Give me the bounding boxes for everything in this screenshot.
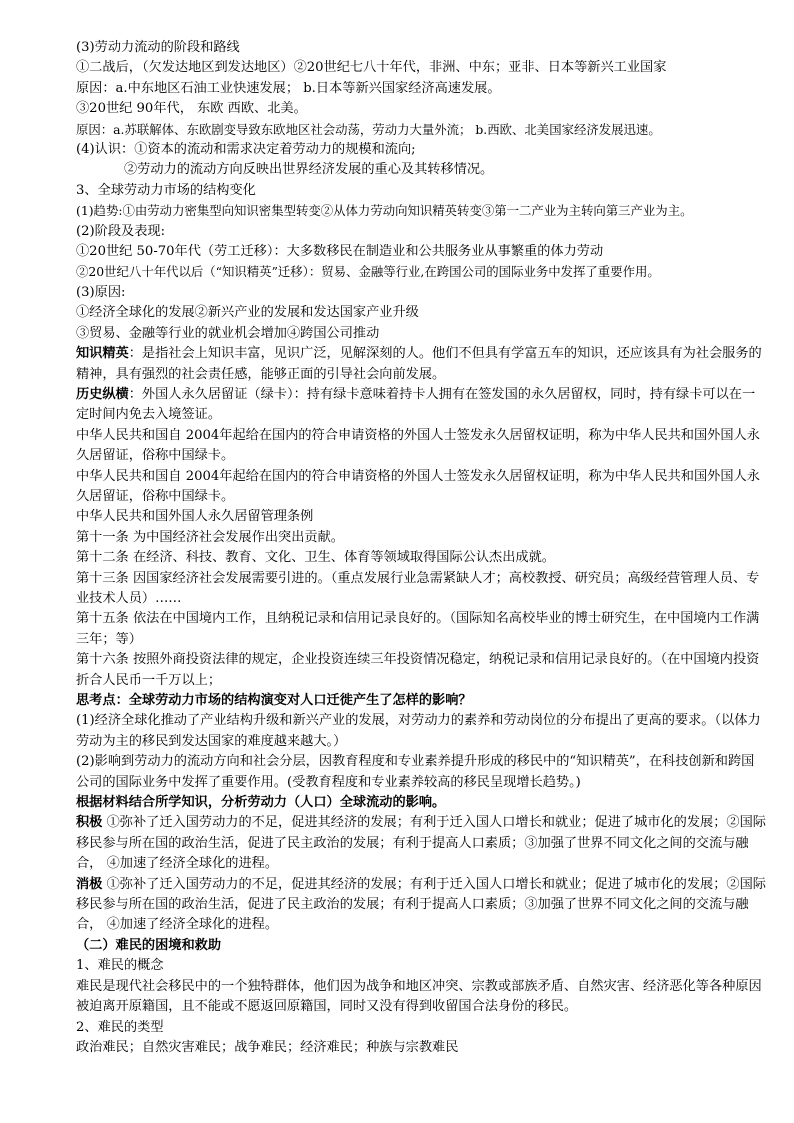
green-card-paragraph: 中华人民共和国自 2004年起给在国内的符合申请资格的外国人士签发永久居留权证明，称为中华人民共和国外国人永久居留证，俗称中国绿卡。 [76,427,760,464]
article-item: 第十六条 按照外商投资法律的规定，企业投资连续三年投资情况稳定，纳税记录和信用记录良好的。（在中国境内投资折合人民币一千万以上； [76,652,760,688]
think-answer: (2)影响到劳动力的流动方向和社会分层，因教育程度和专业素养提升形成的移民中的“知识精英”，在科技创新和跨国公司的国际业务中发挥了重要作用。(受教育程度和专业素养较高的移民呈现增长趋势。) [76,754,755,790]
negative-label: 消极 [76,876,103,892]
text-line: ③贸易、金融等行业的就业机会增加④跨国公司推动 [76,325,380,341]
text-line: (4)认识：①资本的流动和需求决定着劳动力的规模和流向; [76,142,416,158]
think-label: 思考点 [76,693,116,708]
analysis-title: 根据材料结合所学知识，分析劳动力（人口）全球流动的影响。 [76,795,446,811]
subsection-title: 1、难民的概念 [76,958,164,974]
text-line: (3)劳动力流动的阶段和路线 [76,40,240,55]
history-label: 历史纵横 [76,386,129,402]
think-text: ：全球劳动力市场的结构演变对人口迁徙产生了怎样的影响？ [115,693,472,708]
text-line: ③20世纪 90年代， 东欧 西欧、北美。 [76,101,307,117]
text-line: (2)阶段及表现: [76,223,166,239]
refugee-types: 政治难民；自然灾害难民；战争难民；经济难民；种族与宗教难民 [76,1039,459,1055]
negative-text: ①弥补了迁入国劳动力的不足，促进其经济的发展；有利于迁入国人口增长和就业；促进了城市化的发展；②国际移民参与所在国的政治生活，促进了民主政治的发展；有利于提高人口素质；③加强了世界不同文化之间的交流与融合， ④加速了经济全球化的进程。 [76,876,766,933]
negative-impact [76,875,766,936]
history-text: ：外国人永久居留证（绿卡）：持有绿卡意味着持卡人拥有在签发国的永久居留权，同时，持有绿卡可以在一定时间内免去入境签证。 [76,386,756,423]
text-line: (1)趋势:①由劳动力密集型向知识密集型转变②从体力劳动向知识精英转变③第一二产业为主转向第三产业为主。 [76,203,693,219]
text-line: ①经济全球化的发展②新兴产业的发展和发达国家产业升级 [76,305,419,321]
subsection-title: 2、难民的类型 [76,1019,164,1035]
article-item: 第十一条 为中国经济社会发展作出突出贡献。 [76,529,344,545]
knowledge-elite-text: ：是指社会上知识丰富，见识广泛，见解深刻的人。他们不但具有学富五车的知识，还应该具有为社会服务的精神，具有强烈的社会责任感，能够正面的引导社会向前发展。 [76,346,762,382]
green-card-paragraph: 中华人民共和国自 2004年起给在国内的符合申请资格的外国人士签发永久居留权证明，称为中华人民共和国外国人永久居留证，俗称中国绿卡。 [76,468,760,504]
positive-label: 积极 [76,815,103,831]
article-item: 第十三条 因国家经济社会发展需要引进的。（重点发展行业急需紧缺人才；高校教授、研究员；高级经营管理人员、专业技术人员）…… [76,570,760,606]
knowledge-elite-label: 知识精英 [76,346,129,362]
section-title: （二）难民的困境和救助 [76,937,222,953]
text-line: ①20世纪 50-70年代（劳工迁移）：大多数移民在制造业和公共服务业从事繁重的体力劳动 [76,244,604,260]
text-line: ①二战后，（欠发达地区到发达地区）②20世纪七八十年代，非洲、中东；亚非、日本等新兴工业国家 [76,60,667,76]
think-point [76,691,766,711]
article-item: 第十二条 在经济、科技、教育、文化、卫生、体育等领域取得国际公认杰出成就。 [76,550,555,566]
article-item: 第十五条 依法在中国境内工作，且纳税记录和信用记录良好的。（国际知名高校毕业的博士研究生，在中国境内工作满三年；等） [76,611,760,647]
text-line: ②20世纪八十年代以后（“知识精英”迁移）：贸易、金融等行业,在跨国公司的国际业务中发挥了重要作用。 [76,264,660,280]
text-line: (3)原因: [76,284,126,300]
history-paragraph [76,385,766,426]
positive-text: ①弥补了迁入国劳动力的不足，促进其经济的发展；有利于迁入国人口增长和就业；促进了城市化的发展；②国际移民参与所在国的政治生活，促进了民主政治的发展；有利于提高人口素质；③加强了世界不同文化之间的交流与融合， ④加速了经济全球化的进程。 [76,815,766,872]
text-line: ②劳动力的流动方向反映出世界经济发展的重心及其转移情况。 [124,162,494,178]
section-heading: 3、全球劳动力市场的结构变化 [76,182,256,198]
think-answer: (1)经济全球化推动了产业结构升级和新兴产业的发展，对劳动力的素养和劳动岗位的分布提出了更高的要求。（以体力劳动为主的移民到发达国家的难度越来越大。） [76,713,761,749]
document-page [76,38,766,1058]
positive-impact [76,813,766,874]
refugee-concept: 难民是现代社会移民中的一个独特群体，他们因为战争和地区冲突、宗教或部族矛盾、自然灾害、经济恶化等各种原因被迫离开原籍国，且不能或不愿返回原籍国，同时又没有得到收留国合法身份的移民。 [76,978,762,1015]
text-line: 原因：a.苏联解体、东欧剧变导致东欧地区社会动荡，劳动力大量外流； b.西欧、北美国家经济发展迅速。 [76,121,661,137]
knowledge-elite-paragraph [76,344,766,385]
regulation-title: 中华人民共和国外国人永久居留管理条例 [76,509,314,525]
text-line: 原因：a.中东地区石油工业快速发展； b.日本等新兴国家经济高速发展。 [76,80,501,96]
